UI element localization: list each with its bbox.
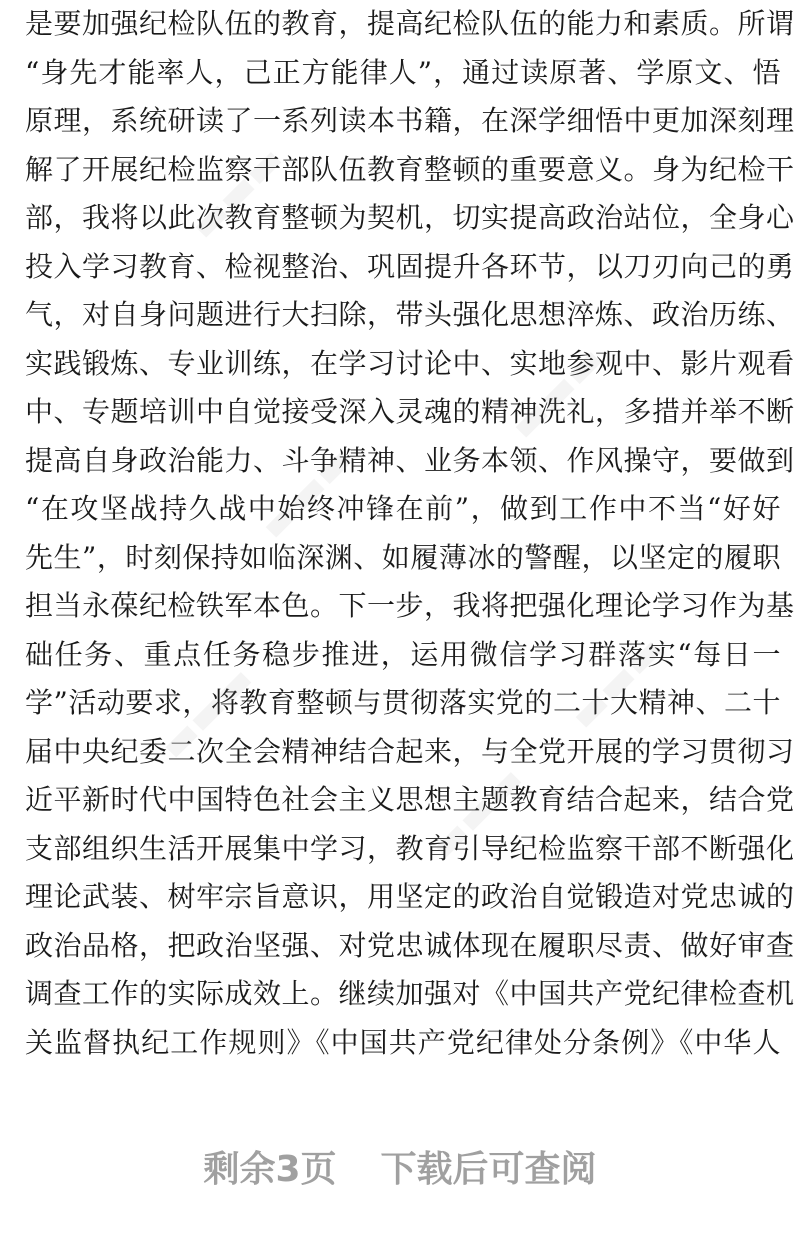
text-line: 担当永葆纪检铁军本色。下一步，我将把强化理论学习作为基 (25, 589, 795, 622)
watermark-mark: ▬▬▬ (180, 136, 294, 250)
text-line: 投入学习教育、检视整治、巩固提升各环节，以刀刃向己的勇 (25, 249, 795, 283)
text-line: 实践锻炼、专业训练，在学习讨论中、实地参观中、影片观看 (25, 346, 795, 380)
text-line: 气，对自身问题进行大扫除，带头强化思想淬炼、政治历练、 (25, 298, 795, 331)
text-line: 届中央纪委二次全会精神结合起来，与全党开展的学习贯彻习 (25, 734, 795, 768)
text-line: 是要加强纪检队伍的教育，提高纪检队伍的能力和素质。所谓 (25, 7, 795, 40)
watermark-mark: ▬▬▬ (560, 626, 674, 740)
text-line: 解了开展纪检监察干部队伍教育整顿的重要意义。身为纪检干 (25, 152, 795, 186)
text-line: 提高自身政治能力、斗争精神、业务本领、作风操守，要做到 (25, 443, 795, 477)
text-line: 支部组织生活开展集中学习，教育引导纪检监察干部不断强化 (25, 831, 795, 865)
text-line: 础任务、重点任务稳步推进，运用微信学习群落实“每日一 (25, 637, 781, 671)
text-line: 学”活动要求，将教育整顿与贯彻落实党的二十大精神、二十 (25, 686, 781, 719)
download-to-view-label: 下载后可查阅 (380, 1149, 597, 1190)
text-line: 部，我将以此次教育整顿为契机，切实提高政治站位，全身心 (25, 201, 795, 234)
watermark-mark: ▬▬▬ (420, 756, 534, 870)
watermark-mark: ▬▬▬ (500, 336, 614, 450)
document-body (25, 0, 795, 1067)
text-line: 原理，系统研读了一系列读本书籍，在深学细悟中更加深刻理 (25, 104, 795, 137)
download-prompt[interactable] (0, 1140, 800, 1200)
text-line: 政治品格，把政治坚强、对党忠诚体现在履职尽责、做好审查 (25, 928, 795, 962)
text-line: 中、专题培训中自觉接受深入灵魂的精神洗礼，多措并举不断 (25, 395, 795, 428)
text-line: “在攻坚战持久战中始终冲锋在前”，做到工作中不当“好好 (25, 492, 781, 525)
text-line: 近平新时代中国特色社会主义思想主题教育结合起来，结合党 (25, 783, 795, 816)
watermark-mark: ▬▬▬ (250, 436, 364, 550)
text-line: 调查工作的实际成效上。继续加强对《中国共产党纪律检查机 (25, 977, 795, 1010)
text-line: “身先才能率人，己正方能律人”，通过读原著、学原文、悟 (25, 55, 781, 89)
text-line: 先生”，时刻保持如临深渊、如履薄冰的警醒，以坚定的履职 (25, 540, 781, 574)
remaining-pages-label: 剩余3页 (203, 1149, 337, 1190)
text-line: 关监督执纪工作规则》《中国共产党纪律处分条例》《中华人 (25, 1025, 781, 1059)
text-line: 理论武装、树牢宗旨意识，用坚定的政治自觉锻造对党忠诚的 (25, 880, 795, 913)
watermark-mark: ▬▬▬ (150, 656, 264, 770)
